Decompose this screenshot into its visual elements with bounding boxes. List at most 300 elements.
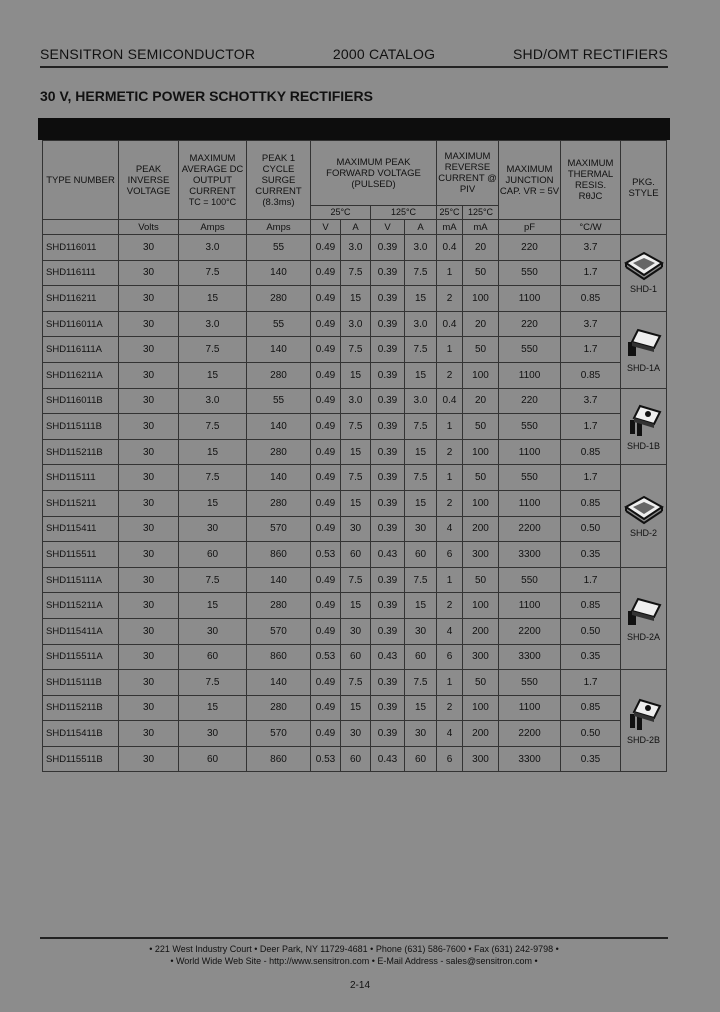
- cell-rth: 3.7: [561, 388, 621, 414]
- cell-v2: 0.39: [371, 567, 405, 593]
- rectifier-table: [42, 140, 667, 772]
- cell-ir125: 50: [463, 670, 499, 696]
- cell-cj: 2200: [499, 618, 561, 644]
- cell-v1: 0.49: [311, 388, 341, 414]
- cell-rth: 0.85: [561, 439, 621, 465]
- package-style: [621, 326, 666, 373]
- unit-rth: °C/W: [561, 220, 621, 235]
- cell-ifsm: 280: [247, 490, 311, 516]
- cell-a2: 3.0: [405, 235, 437, 261]
- header-vf-25: 25°C: [311, 206, 371, 220]
- cell-type: SHD116011: [43, 235, 119, 261]
- cell-v1: 0.49: [311, 465, 341, 491]
- cell-v2: 0.39: [371, 362, 405, 388]
- cell-piv: 30: [119, 388, 179, 414]
- table-row: [43, 439, 667, 465]
- table-row: [43, 670, 667, 696]
- cell-ifsm: 280: [247, 362, 311, 388]
- cell-type: SHD116011B: [43, 388, 119, 414]
- cell-ir125: 50: [463, 567, 499, 593]
- package-label: SHD-2A: [627, 631, 661, 642]
- cell-piv: 30: [119, 490, 179, 516]
- package-label: SHD-2B: [627, 735, 661, 746]
- cell-ir125: 100: [463, 286, 499, 312]
- unit-vf-v1: V: [311, 220, 341, 235]
- cell-piv: 30: [119, 337, 179, 363]
- cell-v1: 0.49: [311, 670, 341, 696]
- cell-ir125: 20: [463, 388, 499, 414]
- cell-a1: 3.0: [341, 311, 371, 337]
- cell-v2: 0.39: [371, 235, 405, 261]
- cell-rth: 3.7: [561, 235, 621, 261]
- page-number: 2-14: [349, 980, 370, 991]
- cell-v2: 0.43: [371, 644, 405, 670]
- cell-type: SHD116211: [43, 286, 119, 312]
- cell-piv: 30: [119, 286, 179, 312]
- cell-io: 60: [179, 644, 247, 670]
- table-body: [43, 235, 667, 772]
- cell-rth: 1.7: [561, 465, 621, 491]
- package-style-cell: [621, 235, 667, 312]
- cell-io: 15: [179, 695, 247, 721]
- cell-v1: 0.49: [311, 414, 341, 440]
- cell-v1: 0.49: [311, 721, 341, 747]
- cell-cj: 1100: [499, 362, 561, 388]
- cell-ir125: 50: [463, 260, 499, 286]
- cell-a2: 15: [405, 490, 437, 516]
- cell-ifsm: 140: [247, 567, 311, 593]
- table-row: [43, 516, 667, 542]
- cell-type: SHD115111B: [43, 414, 119, 440]
- header-piv: PEAK INVERSE VOLTAGE: [119, 141, 179, 220]
- table-row: [43, 388, 667, 414]
- cell-ir125: 200: [463, 721, 499, 747]
- header-io-label: MAXIMUM AVERAGE DC OUTPUT CURRENT: [181, 152, 244, 197]
- cell-rth: 0.35: [561, 746, 621, 772]
- cell-piv: 30: [119, 439, 179, 465]
- package-style-cell: [621, 670, 667, 772]
- cell-rth: 1.7: [561, 414, 621, 440]
- cell-ifsm: 55: [247, 388, 311, 414]
- cell-piv: 30: [119, 516, 179, 542]
- cell-a1: 7.5: [341, 465, 371, 491]
- cell-v1: 0.49: [311, 286, 341, 312]
- cell-type: SHD115211B: [43, 439, 119, 465]
- section-name: SHD/OMT RECTIFIERS: [512, 46, 668, 62]
- cell-type: SHD116011A: [43, 311, 119, 337]
- package-style: [621, 696, 666, 745]
- cell-type: SHD116111A: [43, 337, 119, 363]
- cell-cj: 220: [499, 388, 561, 414]
- cell-rth: 1.7: [561, 567, 621, 593]
- cell-ir25: 1: [437, 337, 463, 363]
- cell-ir25: 2: [437, 593, 463, 619]
- table-row: [43, 311, 667, 337]
- cell-piv: 30: [119, 235, 179, 261]
- cell-ifsm: 55: [247, 311, 311, 337]
- cell-type: SHD116211A: [43, 362, 119, 388]
- table-row: [43, 286, 667, 312]
- cell-a2: 3.0: [405, 311, 437, 337]
- cell-cj: 1100: [499, 286, 561, 312]
- cell-cj: 1100: [499, 439, 561, 465]
- cell-a2: 60: [405, 542, 437, 568]
- cell-cj: 550: [499, 670, 561, 696]
- unit-ir-2: mA: [463, 220, 499, 235]
- cell-a1: 60: [341, 644, 371, 670]
- package-style: [621, 402, 666, 451]
- cell-ir125: 100: [463, 490, 499, 516]
- cell-ir125: 300: [463, 746, 499, 772]
- cell-ifsm: 140: [247, 414, 311, 440]
- table-row: [43, 362, 667, 388]
- header-bar: [38, 118, 670, 140]
- cell-ir125: 50: [463, 337, 499, 363]
- unit-ifsm: Amps: [247, 220, 311, 235]
- cell-v1: 0.49: [311, 311, 341, 337]
- cell-ir25: 4: [437, 618, 463, 644]
- cell-v1: 0.53: [311, 746, 341, 772]
- cell-cj: 550: [499, 337, 561, 363]
- cell-io: 30: [179, 516, 247, 542]
- cell-v1: 0.49: [311, 695, 341, 721]
- cell-ir25: 6: [437, 644, 463, 670]
- header-vf-125: 125°C: [371, 206, 437, 220]
- cell-v1: 0.49: [311, 362, 341, 388]
- cell-v1: 0.49: [311, 439, 341, 465]
- cell-ir125: 300: [463, 542, 499, 568]
- cell-piv: 30: [119, 567, 179, 593]
- header-vf: MAXIMUM PEAK FORWARD VOLTAGE (PULSED): [311, 141, 437, 206]
- cell-cj: 550: [499, 414, 561, 440]
- cell-v1: 0.49: [311, 235, 341, 261]
- cell-piv: 30: [119, 670, 179, 696]
- table-row: [43, 593, 667, 619]
- cell-rth: 0.85: [561, 695, 621, 721]
- cell-ir125: 100: [463, 695, 499, 721]
- flat-package-icon: [624, 251, 664, 281]
- cell-io: 7.5: [179, 337, 247, 363]
- cell-ifsm: 280: [247, 593, 311, 619]
- cell-v1: 0.49: [311, 490, 341, 516]
- unit-piv: Volts: [119, 220, 179, 235]
- cell-cj: 3300: [499, 746, 561, 772]
- cell-ir25: 2: [437, 286, 463, 312]
- cell-a1: 3.0: [341, 388, 371, 414]
- cell-a1: 7.5: [341, 414, 371, 440]
- cell-io: 3.0: [179, 388, 247, 414]
- cell-rth: 3.7: [561, 311, 621, 337]
- cell-type: SHD115211B: [43, 695, 119, 721]
- unit-cj: pF: [499, 220, 561, 235]
- unit-type: [43, 220, 119, 235]
- table-row: [43, 746, 667, 772]
- cell-io: 30: [179, 721, 247, 747]
- cell-ir25: 1: [437, 414, 463, 440]
- cell-piv: 30: [119, 618, 179, 644]
- cell-piv: 30: [119, 465, 179, 491]
- cell-cj: 1100: [499, 695, 561, 721]
- cell-io: 3.0: [179, 235, 247, 261]
- company-name: SENSITRON SEMICONDUCTOR: [40, 46, 256, 62]
- cell-type: SHD115111A: [43, 567, 119, 593]
- cell-piv: 30: [119, 311, 179, 337]
- cell-ir25: 1: [437, 465, 463, 491]
- cell-a2: 15: [405, 286, 437, 312]
- cell-io: 60: [179, 746, 247, 772]
- cell-io: 60: [179, 542, 247, 568]
- package-style-cell: [621, 567, 667, 669]
- cell-rth: 1.7: [561, 260, 621, 286]
- cell-v2: 0.43: [371, 746, 405, 772]
- cell-piv: 30: [119, 746, 179, 772]
- package-style-cell: [621, 311, 667, 388]
- cell-io: 15: [179, 362, 247, 388]
- cell-a1: 15: [341, 286, 371, 312]
- leaded-package-icon: [624, 696, 664, 732]
- cell-a2: 30: [405, 516, 437, 542]
- cell-rth: 1.7: [561, 670, 621, 696]
- cell-ifsm: 860: [247, 542, 311, 568]
- table-row: [43, 260, 667, 286]
- cell-a2: 7.5: [405, 567, 437, 593]
- cell-io: 15: [179, 593, 247, 619]
- cell-ir25: 2: [437, 695, 463, 721]
- cell-io: 7.5: [179, 567, 247, 593]
- cell-a1: 15: [341, 490, 371, 516]
- cell-v2: 0.39: [371, 516, 405, 542]
- cell-rth: 0.50: [561, 516, 621, 542]
- cell-piv: 30: [119, 362, 179, 388]
- cell-ir25: 0.4: [437, 311, 463, 337]
- cell-ir125: 100: [463, 439, 499, 465]
- cell-ir125: 50: [463, 414, 499, 440]
- cell-v2: 0.39: [371, 414, 405, 440]
- cell-ifsm: 570: [247, 618, 311, 644]
- cell-ir125: 20: [463, 311, 499, 337]
- cell-io: 7.5: [179, 414, 247, 440]
- cell-ir25: 4: [437, 721, 463, 747]
- cell-v1: 0.49: [311, 593, 341, 619]
- cell-io: 30: [179, 618, 247, 644]
- cell-v2: 0.39: [371, 465, 405, 491]
- cell-cj: 3300: [499, 542, 561, 568]
- package-style-cell: [621, 465, 667, 567]
- cell-v1: 0.49: [311, 337, 341, 363]
- package-label: SHD-1A: [627, 363, 661, 374]
- cell-ir125: 20: [463, 235, 499, 261]
- cell-a2: 30: [405, 618, 437, 644]
- cell-ir25: 1: [437, 670, 463, 696]
- cell-a2: 3.0: [405, 388, 437, 414]
- header-ir: MAXIMUM REVERSE CURRENT @ PIV: [437, 141, 499, 206]
- cell-ifsm: 860: [247, 644, 311, 670]
- cell-v2: 0.39: [371, 593, 405, 619]
- cell-v1: 0.53: [311, 542, 341, 568]
- cell-cj: 2200: [499, 721, 561, 747]
- tab-package-icon: [624, 595, 664, 629]
- header-cj: MAXIMUM JUNCTION CAP. VR = 5V: [499, 141, 561, 220]
- unit-io: Amps: [179, 220, 247, 235]
- package-style: [621, 251, 666, 294]
- table-row: [43, 721, 667, 747]
- table-row: [43, 414, 667, 440]
- cell-type: SHD115411B: [43, 721, 119, 747]
- cell-type: SHD115511A: [43, 644, 119, 670]
- cell-v1: 0.49: [311, 260, 341, 286]
- cell-ifsm: 570: [247, 721, 311, 747]
- cell-ifsm: 140: [247, 670, 311, 696]
- cell-rth: 0.35: [561, 644, 621, 670]
- cell-a1: 7.5: [341, 260, 371, 286]
- cell-ir125: 200: [463, 516, 499, 542]
- footer-web: • World Wide Web Site - http://www.sensitron.com • E-Mail Address - sales@sensitron.com •: [170, 956, 538, 966]
- cell-v2: 0.39: [371, 490, 405, 516]
- header-type: TYPE NUMBER: [43, 141, 119, 220]
- cell-rth: 0.85: [561, 286, 621, 312]
- header-pkg: PKG. STYLE: [621, 141, 667, 235]
- page-footer: [40, 937, 668, 967]
- cell-io: 15: [179, 439, 247, 465]
- cell-ifsm: 140: [247, 337, 311, 363]
- cell-piv: 30: [119, 644, 179, 670]
- header-ifsm: PEAK 1 CYCLE SURGE CURRENT (8.3ms): [247, 141, 311, 220]
- cell-ifsm: 280: [247, 286, 311, 312]
- cell-a1: 3.0: [341, 235, 371, 261]
- cell-ifsm: 140: [247, 260, 311, 286]
- cell-ir25: 2: [437, 439, 463, 465]
- cell-a2: 15: [405, 695, 437, 721]
- cell-a2: 7.5: [405, 670, 437, 696]
- table-row: [43, 618, 667, 644]
- cell-a1: 15: [341, 362, 371, 388]
- cell-piv: 30: [119, 414, 179, 440]
- table-row: [43, 644, 667, 670]
- cell-a2: 7.5: [405, 414, 437, 440]
- cell-ir125: 200: [463, 618, 499, 644]
- header-rth-symbol: RθJC: [578, 191, 603, 202]
- cell-rth: 0.50: [561, 721, 621, 747]
- header-io: [179, 141, 247, 220]
- cell-type: SHD115211: [43, 490, 119, 516]
- cell-a2: 60: [405, 746, 437, 772]
- cell-v2: 0.39: [371, 260, 405, 286]
- cell-io: 7.5: [179, 465, 247, 491]
- cell-io: 7.5: [179, 260, 247, 286]
- package-style: [621, 595, 666, 642]
- cell-ir125: 300: [463, 644, 499, 670]
- cell-cj: 2200: [499, 516, 561, 542]
- cell-type: SHD115511B: [43, 746, 119, 772]
- cell-a2: 7.5: [405, 465, 437, 491]
- cell-io: 15: [179, 286, 247, 312]
- cell-v2: 0.39: [371, 439, 405, 465]
- cell-a2: 7.5: [405, 260, 437, 286]
- cell-ifsm: 55: [247, 235, 311, 261]
- cell-cj: 220: [499, 235, 561, 261]
- header-rth-label: MAXIMUM THERMAL RESIS.: [567, 158, 614, 191]
- cell-ir25: 6: [437, 542, 463, 568]
- cell-v2: 0.39: [371, 670, 405, 696]
- unit-ir-1: mA: [437, 220, 463, 235]
- page-header: [40, 46, 668, 68]
- cell-ir25: 0.4: [437, 235, 463, 261]
- cell-ir125: 50: [463, 465, 499, 491]
- cell-a2: 30: [405, 721, 437, 747]
- table-row: [43, 337, 667, 363]
- cell-cj: 1100: [499, 490, 561, 516]
- cell-rth: 0.85: [561, 362, 621, 388]
- cell-a1: 15: [341, 593, 371, 619]
- cell-rth: 1.7: [561, 337, 621, 363]
- table-row: [43, 490, 667, 516]
- unit-vf-a1: A: [341, 220, 371, 235]
- page-title: 30 V, HERMETIC POWER SCHOTTKY RECTIFIERS: [40, 88, 373, 104]
- cell-ir25: 1: [437, 260, 463, 286]
- cell-ir25: 2: [437, 362, 463, 388]
- cell-type: SHD115111: [43, 465, 119, 491]
- cell-v2: 0.39: [371, 695, 405, 721]
- cell-v2: 0.39: [371, 721, 405, 747]
- package-label: SHD-1: [630, 284, 658, 295]
- footer-address: • 221 West Industry Court • Deer Park, NY 11729-4681 • Phone (631) 586-7600 • Fax (631) 242-9798 •: [149, 944, 559, 954]
- cell-ir25: 1: [437, 567, 463, 593]
- cell-ir125: 100: [463, 593, 499, 619]
- cell-ifsm: 140: [247, 465, 311, 491]
- cell-a2: 15: [405, 439, 437, 465]
- package-label: SHD-1B: [627, 440, 661, 451]
- catalog-name: 2000 CATALOG: [332, 46, 436, 62]
- cell-a1: 60: [341, 746, 371, 772]
- cell-ir125: 100: [463, 362, 499, 388]
- cell-v1: 0.49: [311, 567, 341, 593]
- cell-rth: 0.35: [561, 542, 621, 568]
- cell-ifsm: 860: [247, 746, 311, 772]
- cell-cj: 550: [499, 567, 561, 593]
- package-style: [621, 495, 666, 538]
- package-style-cell: [621, 388, 667, 465]
- cell-a2: 7.5: [405, 337, 437, 363]
- cell-rth: 0.50: [561, 618, 621, 644]
- cell-cj: 550: [499, 260, 561, 286]
- tab-package-icon: [624, 326, 664, 360]
- table-row: [43, 567, 667, 593]
- cell-v2: 0.39: [371, 618, 405, 644]
- cell-cj: 3300: [499, 644, 561, 670]
- cell-v1: 0.49: [311, 516, 341, 542]
- cell-io: 3.0: [179, 311, 247, 337]
- cell-a1: 60: [341, 542, 371, 568]
- cell-io: 7.5: [179, 670, 247, 696]
- cell-a2: 60: [405, 644, 437, 670]
- cell-v1: 0.53: [311, 644, 341, 670]
- cell-io: 15: [179, 490, 247, 516]
- cell-ir25: 4: [437, 516, 463, 542]
- cell-ir25: 2: [437, 490, 463, 516]
- header-io-condition: TC = 100°C: [188, 196, 237, 207]
- unit-vf-a2: A: [405, 220, 437, 235]
- cell-rth: 0.85: [561, 490, 621, 516]
- cell-type: SHD115411: [43, 516, 119, 542]
- cell-v2: 0.39: [371, 311, 405, 337]
- table-row: [43, 542, 667, 568]
- cell-v2: 0.39: [371, 388, 405, 414]
- package-label: SHD-2: [630, 527, 658, 538]
- header-ir-125: 125°C: [463, 206, 499, 220]
- cell-a1: 30: [341, 618, 371, 644]
- cell-type: SHD116111: [43, 260, 119, 286]
- cell-piv: 30: [119, 721, 179, 747]
